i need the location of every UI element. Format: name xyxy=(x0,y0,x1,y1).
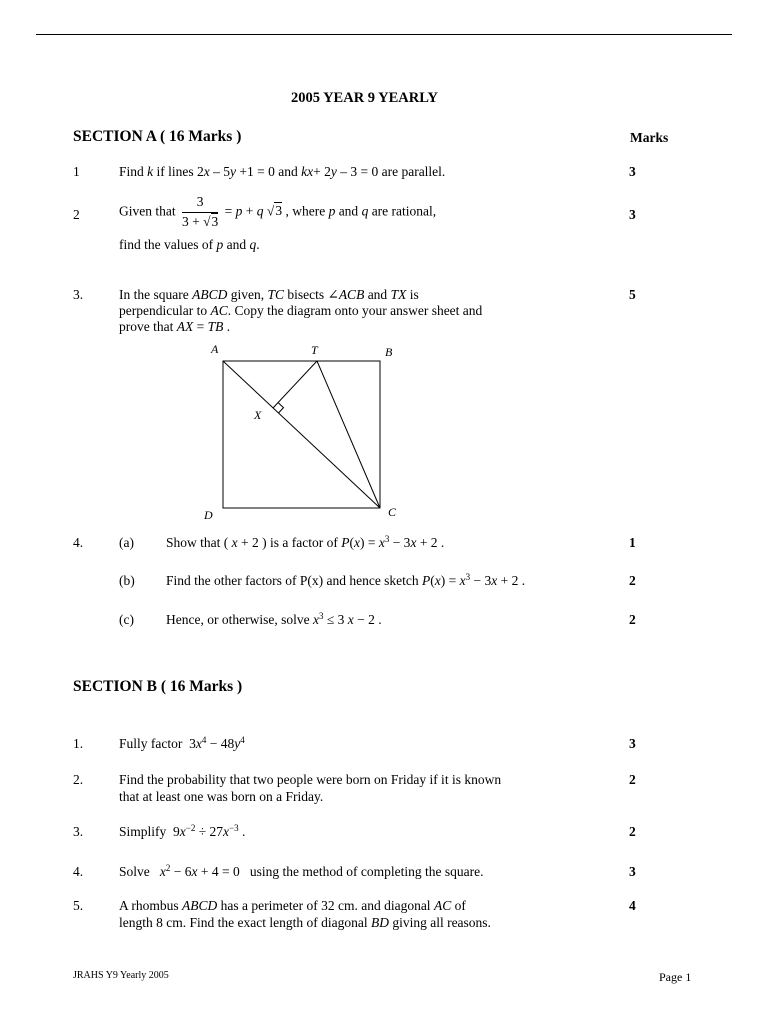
label-b: B xyxy=(385,345,393,359)
label-t: T xyxy=(311,343,318,357)
a-q4b-mark: 2 xyxy=(629,573,636,588)
line-tx xyxy=(273,361,317,408)
b-q4-mark: 3 xyxy=(629,864,636,879)
a-q4b-label: (b) xyxy=(119,573,135,588)
label-x: X xyxy=(254,408,262,422)
a-q4a-label: (a) xyxy=(119,535,134,550)
square-diagram xyxy=(195,338,405,524)
b-q2-text-line1: Find the probability that two people were born on Friday if it is known xyxy=(119,772,502,787)
b-q1-number: 1. xyxy=(73,736,84,751)
a-q1-text: Find k if lines 2x – 5y +1 = 0 and kx+ 2y – 3 = 0 are parallel. xyxy=(119,164,446,179)
b-q2-text-line2: that at least one was born on a Friday. xyxy=(119,789,324,804)
right-angle-marker xyxy=(278,403,284,414)
a-q3-text-line1: In the square ABCD given, TC bisects ∠ACB and TX is xyxy=(119,287,419,302)
section-a-heading: SECTION A ( 16 Marks ) xyxy=(73,128,242,145)
a-q2-fraction: $\frac{3}{3 + √3}$ xyxy=(182,194,219,229)
label-a: A xyxy=(211,342,219,356)
a-q3-mark: 5 xyxy=(629,287,636,302)
a-q4a-text: Show that ( x + 2 ) is a factor of $P(x) = x^3 - 3x + 2$ . xyxy=(166,534,445,550)
b-q5-mark: 4 xyxy=(629,898,636,913)
a-q2-text-line1: Given that $\frac{3}{3 + √3}$ = p + q √3 , where p and q are rational, xyxy=(119,194,437,229)
b-q2-number: 2. xyxy=(73,772,84,787)
b-q4-number: 4. xyxy=(73,864,84,879)
b-q3-number: 3. xyxy=(73,824,84,839)
b-q4-text: Solve $x^2 - 6x + 4 = 0$ using the method of completing the square. xyxy=(119,863,484,879)
b-q3-text: Simplify $9x^{-2} \div 27x^{-3}$ . xyxy=(119,823,246,839)
line-tc xyxy=(317,361,380,508)
a-q3-number: 3. xyxy=(73,287,84,302)
label-c: C xyxy=(388,505,397,519)
page-number: Page 1 xyxy=(659,970,692,984)
page-title: 2005 YEAR 9 YEARLY xyxy=(291,90,439,106)
a-q1-mark: 3 xyxy=(629,164,636,179)
footer-left: JRAHS Y9 Yearly 2005 xyxy=(73,970,169,981)
b-q2-mark: 2 xyxy=(629,772,636,787)
a-q4c-text: Hence, or otherwise, solve $x^3 \le 3$ x − 2 . xyxy=(166,611,382,627)
b-q3-mark: 2 xyxy=(629,824,636,839)
diagonal-ac xyxy=(223,361,380,508)
a-q1-number: 1 xyxy=(73,164,80,179)
b-q1-text: Fully factor $3x^4 - 48y^4$ xyxy=(119,735,245,751)
a-q2-text-line2: find the values of p and q. xyxy=(119,237,260,252)
section-b-heading: SECTION B ( 16 Marks ) xyxy=(73,678,243,695)
a-q3-text-line2: perpendicular to AC. Copy the diagram onto your answer sheet and xyxy=(119,303,483,318)
label-d: D xyxy=(204,508,213,522)
b-q5-number: 5. xyxy=(73,898,84,913)
b-q5-text-line2: length 8 cm. Find the exact length of diagonal BD giving all reasons. xyxy=(119,915,491,930)
header-rule xyxy=(36,34,732,35)
b-q1-mark: 3 xyxy=(629,736,636,751)
a-q3-text-line3: prove that AX = TB . xyxy=(119,319,231,334)
a-q4-number: 4. xyxy=(73,535,84,550)
b-q5-text-line1: A rhombus ABCD has a perimeter of 32 cm. and diagonal AC of xyxy=(119,898,466,913)
a-q2-mark: 3 xyxy=(629,207,636,222)
a-q4a-mark: 1 xyxy=(629,535,636,550)
a-q4b-text: Find the other factors of P(x) and hence sketch $P(x) = x^3 - 3x + 2$ . xyxy=(166,572,526,588)
a-q2-number: 2 xyxy=(73,207,80,222)
marks-column-header: Marks xyxy=(630,130,669,145)
a-q4c-mark: 2 xyxy=(629,612,636,627)
a-q4c-label: (c) xyxy=(119,612,134,627)
